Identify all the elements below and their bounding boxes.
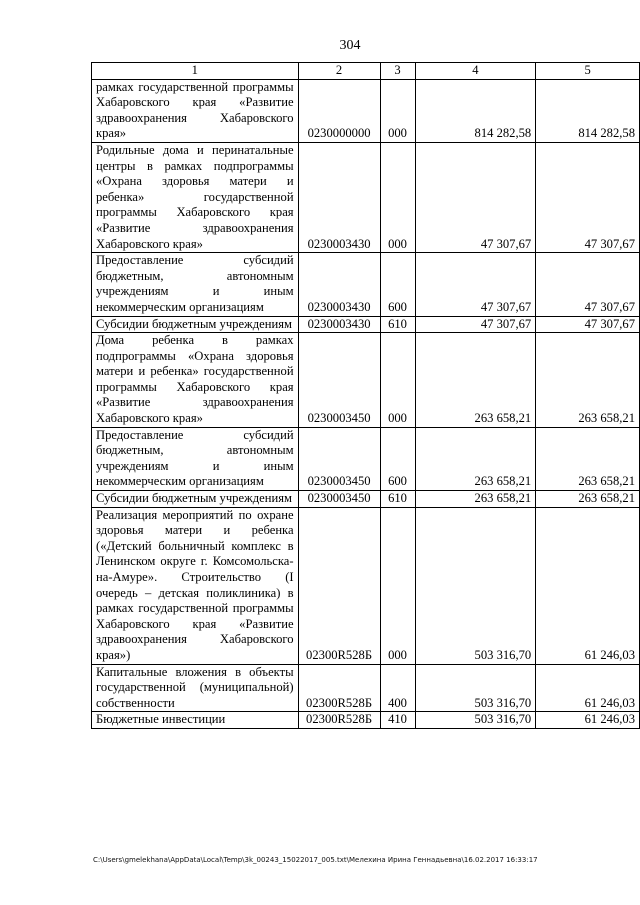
- table-row: [92, 427, 640, 490]
- row-description: Дома ребенка в рамках подпрограммы «Охрана здоровья матери и ребенка» государственной программы Хабаровского края «Развитие здравоохранения Хабаровского края»: [92, 333, 299, 428]
- row-target-code: 02300R528Б: [298, 664, 380, 712]
- table-row: [92, 253, 640, 316]
- row-description: Предоставление субсидий бюджетным, автономным учреждениям и иным некоммерческим организациям: [92, 253, 299, 316]
- row-target-code: 02300R528Б: [298, 712, 380, 729]
- row-description: Капитальные вложения в объекты государственной (муниципальной) собственности: [92, 664, 299, 712]
- row-target-code: 0230003430: [298, 253, 380, 316]
- row-description: Родильные дома и перинатальные центры в рамках подпрограммы «Охрана здоровья матери и ребенка» государственной программы Хабаровского края «Развитие здравоохранения Хабаровского края»: [92, 142, 299, 252]
- row-expense-type: 410: [380, 712, 415, 729]
- row-amount-5: 61 246,03: [536, 507, 640, 664]
- row-amount-4: 263 658,21: [415, 333, 536, 428]
- row-target-code: 0230000000: [298, 79, 380, 142]
- row-expense-type: 400: [380, 664, 415, 712]
- row-expense-type: 610: [380, 491, 415, 508]
- row-amount-5: 814 282,58: [536, 79, 640, 142]
- row-expense-type: 610: [380, 316, 415, 333]
- row-expense-type: 000: [380, 142, 415, 252]
- row-amount-4: 263 658,21: [415, 491, 536, 508]
- row-description: рамках государственной программы Хабаровского края «Развитие здравоохранения Хабаровского края»: [92, 79, 299, 142]
- header-col-5: 5: [536, 63, 640, 80]
- row-amount-4: 47 307,67: [415, 142, 536, 252]
- row-expense-type: 600: [380, 427, 415, 490]
- row-amount-4: 47 307,67: [415, 253, 536, 316]
- row-target-code: 0230003430: [298, 142, 380, 252]
- table-row: [92, 79, 640, 142]
- row-target-code: 0230003450: [298, 333, 380, 428]
- row-amount-5: 47 307,67: [536, 316, 640, 333]
- row-description: Реализация мероприятий по охране здоровья матери и ребенка («Детский больничный комплекс в Ленинском округе г. Комсомольска-на-Амуре». Строительство (I очередь – детская поликлиника) в рамках государственной программы Хабаровского края «Развитие здравоохранения Хабаровского края»): [92, 507, 299, 664]
- row-amount-5: 263 658,21: [536, 491, 640, 508]
- row-amount-5: 61 246,03: [536, 712, 640, 729]
- row-description: Предоставление субсидий бюджетным, автономным учреждениям и иным некоммерческим организациям: [92, 427, 299, 490]
- header-col-3: 3: [380, 63, 415, 80]
- header-col-1: 1: [92, 63, 299, 80]
- table-row: [92, 316, 640, 333]
- row-amount-4: 503 316,70: [415, 507, 536, 664]
- row-expense-type: 000: [380, 507, 415, 664]
- table-row: [92, 333, 640, 428]
- row-amount-4: 503 316,70: [415, 664, 536, 712]
- row-amount-5: 263 658,21: [536, 333, 640, 428]
- row-target-code: 02300R528Б: [298, 507, 380, 664]
- table-row: [92, 664, 640, 712]
- row-expense-type: 600: [380, 253, 415, 316]
- row-expense-type: 000: [380, 79, 415, 142]
- table-row: [92, 142, 640, 252]
- table-row: [92, 712, 640, 729]
- file-path-footer: C:\Users\gmelekhana\AppData\Local\Temp\3k_00243_15022017_005.txt\Мелехина Ирина Геннадьевна\16.02.2017 16:33:17: [93, 856, 538, 864]
- header-col-4: 4: [415, 63, 536, 80]
- header-col-2: 2: [298, 63, 380, 80]
- row-target-code: 0230003430: [298, 316, 380, 333]
- row-amount-5: 47 307,67: [536, 253, 640, 316]
- page-number: 304: [339, 38, 361, 53]
- row-amount-5: 47 307,67: [536, 142, 640, 252]
- row-amount-4: 263 658,21: [415, 427, 536, 490]
- row-description: Бюджетные инвестиции: [92, 712, 299, 729]
- row-amount-4: 814 282,58: [415, 79, 536, 142]
- row-amount-4: 503 316,70: [415, 712, 536, 729]
- row-amount-4: 47 307,67: [415, 316, 536, 333]
- row-target-code: 0230003450: [298, 491, 380, 508]
- row-description: Субсидии бюджетным учреждениям: [92, 316, 299, 333]
- row-target-code: 0230003450: [298, 427, 380, 490]
- row-description: Субсидии бюджетным учреждениям: [92, 491, 299, 508]
- table-row: [92, 491, 640, 508]
- row-amount-5: 263 658,21: [536, 427, 640, 490]
- table-header-row: [92, 63, 640, 80]
- table-row: [92, 507, 640, 664]
- row-expense-type: 000: [380, 333, 415, 428]
- budget-table: [91, 62, 640, 729]
- row-amount-5: 61 246,03: [536, 664, 640, 712]
